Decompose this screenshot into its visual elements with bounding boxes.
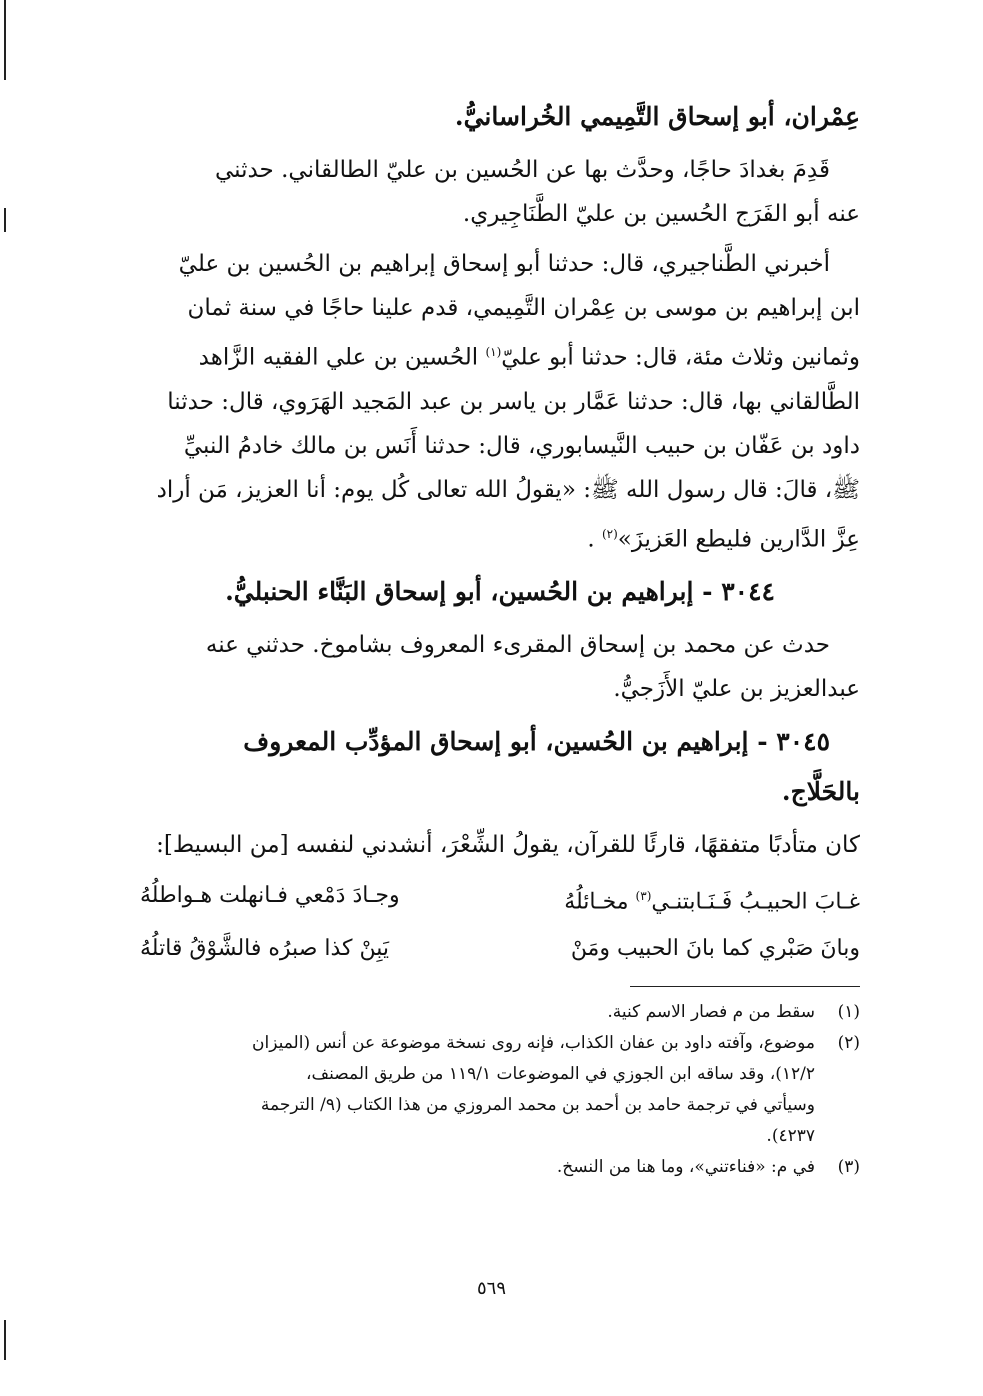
biography-heading: بالحَلَّاج.	[781, 777, 860, 807]
footnote-text	[140, 1028, 815, 1152]
footnote-line: وسيأتي في ترجمة حامد بن أحمد بن محمد المروزي من هذا الكتاب (٩/ الترجمة	[260, 1094, 815, 1115]
paragraph-2-line: ﷺ، قالَ: قال رسول الله ﷺ: «يقولُ الله تعالى كُل يوم: أنا العزيز، مَن أراد	[156, 476, 860, 503]
paragraph-2-line: داود بن عَفّان بن حبيب النَّيسابوري، قال: حدثنا أَنَس بن مالك خادمُ النبيِّ	[183, 432, 860, 459]
verse-2	[140, 926, 860, 972]
scan-edge-mark-middle	[4, 208, 6, 232]
paragraph-4	[140, 823, 860, 867]
poem	[140, 873, 860, 971]
paragraph-2-segment: عِزَّ الدَّارين فليطع العَزيزَ»	[617, 526, 860, 553]
footnote-line: في م: «فناءتني»، وما هنا من النسخ.	[556, 1156, 815, 1177]
footnote-number: (٣)	[837, 1156, 860, 1177]
verse-2-second-hemistich: يَبِنْ كذا صبرُه فالشَّوْقُ قاتلُهُ	[140, 935, 390, 961]
paragraph-4-line: كان متأدبًا متفقهًا، قارئًا للقرآن، يقولُ الشِّعْرَ، أنشدني لنفسه [من البسيط]:	[156, 832, 860, 859]
heading-3045	[140, 717, 860, 817]
paragraph-2-line	[140, 330, 860, 380]
paragraph-1-line: قَدِمَ بغدادَ حاجًا، وحدَّث بها عن الحُسين بن عليّ الطالقاني. حدثني	[214, 157, 830, 183]
verse-1-first-tail: مخـائلُهُ	[564, 889, 636, 915]
footnote-ref-2[interactable]: (٢)	[601, 526, 618, 541]
footnote-text	[140, 997, 815, 1028]
verse-1-first-hemistich	[564, 873, 860, 925]
verse-1	[140, 873, 860, 925]
footnote-line: موضوع، وآفته داود بن عفان الكذاب، فإنه روى نسخة موضوعة عن أنس (الميزان	[252, 1032, 815, 1053]
footnote-ref-1[interactable]: (١)	[485, 345, 502, 359]
entry-tail	[140, 92, 860, 142]
paragraph-2	[140, 242, 860, 561]
paragraph-2-segment: الحُسين بن علي الفقيه الزَّاهد	[198, 344, 479, 371]
verse-1-first-text: غـابَ الحبيـبُ فَـنَـابتنـي	[651, 889, 860, 915]
verse-2-first-hemistich: وبانَ صَبْري كما بانَ الحبيب ومَنْ	[570, 935, 860, 961]
heading-3044	[140, 567, 860, 617]
paragraph-2-line: الطَّالقاني بها، قال: حدثنا عَمَّار بن ياسر بن عبد المَجيد الهَرَوي، قال: حدثنا	[167, 388, 860, 415]
footnote-text	[140, 1152, 815, 1183]
footnote-2	[140, 1028, 860, 1152]
footnote-number: (٢)	[837, 1032, 860, 1053]
paragraph-2-line: أخبرني الطَّناجيري، قال: حدثنا أبو إسحاق إبراهيم بن الحُسين بن عليّ	[178, 251, 830, 277]
page-number: ٥٦٩	[476, 1278, 506, 1299]
paragraph-3-line: حدث عن محمد بن إسحاق المقرىء المعروف بشاموخ. حدثني عنه	[205, 632, 830, 659]
page-body	[140, 92, 860, 1183]
scan-edge-mark-bottom	[4, 1320, 6, 1360]
footnote-line: ١٢/٢)، وقد ساقه ابن الجوزي في الموضوعات ١١٩/١ من طريق المصنف،	[306, 1063, 815, 1084]
paragraph-2-line: ابن إبراهيم بن موسى بن عِمْران التَّمِيمي، قدم علينا حاجًا في سنة ثمان	[187, 295, 860, 321]
paragraph-2-segment: وثمانين وثلاث مئة، قال: حدثنا أبو عليّ	[501, 344, 860, 371]
footnote-number: (١)	[837, 1001, 860, 1022]
biography-heading: ٣٠٤٤ - إبراهيم بن الحُسين، أبو إسحاق البَنَّاء الحنبليُّ.	[225, 577, 775, 607]
footnote-separator	[630, 986, 860, 987]
paragraph-2-line	[140, 512, 860, 562]
biography-heading: ٣٠٤٥ - إبراهيم بن الحُسين، أبو إسحاق المؤدِّب المعروف	[243, 727, 830, 757]
paragraph-3-line: عبدالعزيز بن عليّ الأَزَجيُّ.	[613, 676, 860, 703]
scan-edge-mark-top	[4, 0, 6, 80]
paragraph-1	[140, 148, 860, 236]
footnotes	[140, 997, 860, 1183]
footnote-ref-3[interactable]: (٣)	[635, 889, 652, 904]
paragraph-2-segment: .	[587, 526, 595, 553]
footnote-3	[140, 1152, 860, 1183]
footnote-line: سقط من م فصار الاسم كنية.	[607, 1001, 815, 1022]
paragraph-3	[140, 623, 860, 711]
paragraph-1-line: عنه أبو الفَرَج الحُسين بن عليّ الطَّنَاجِيري.	[462, 201, 860, 227]
verse-1-second-hemistich: وجـادَ دَمْعي فـانهلت هـواطلُهُ	[140, 883, 400, 909]
footnote-1	[140, 997, 860, 1028]
footnote-line: ٤٢٣٧).	[766, 1125, 815, 1146]
entry-tail-line: عِمْران، أبو إسحاق التَّمِيمي الخُراسانيُّ.	[454, 102, 860, 131]
